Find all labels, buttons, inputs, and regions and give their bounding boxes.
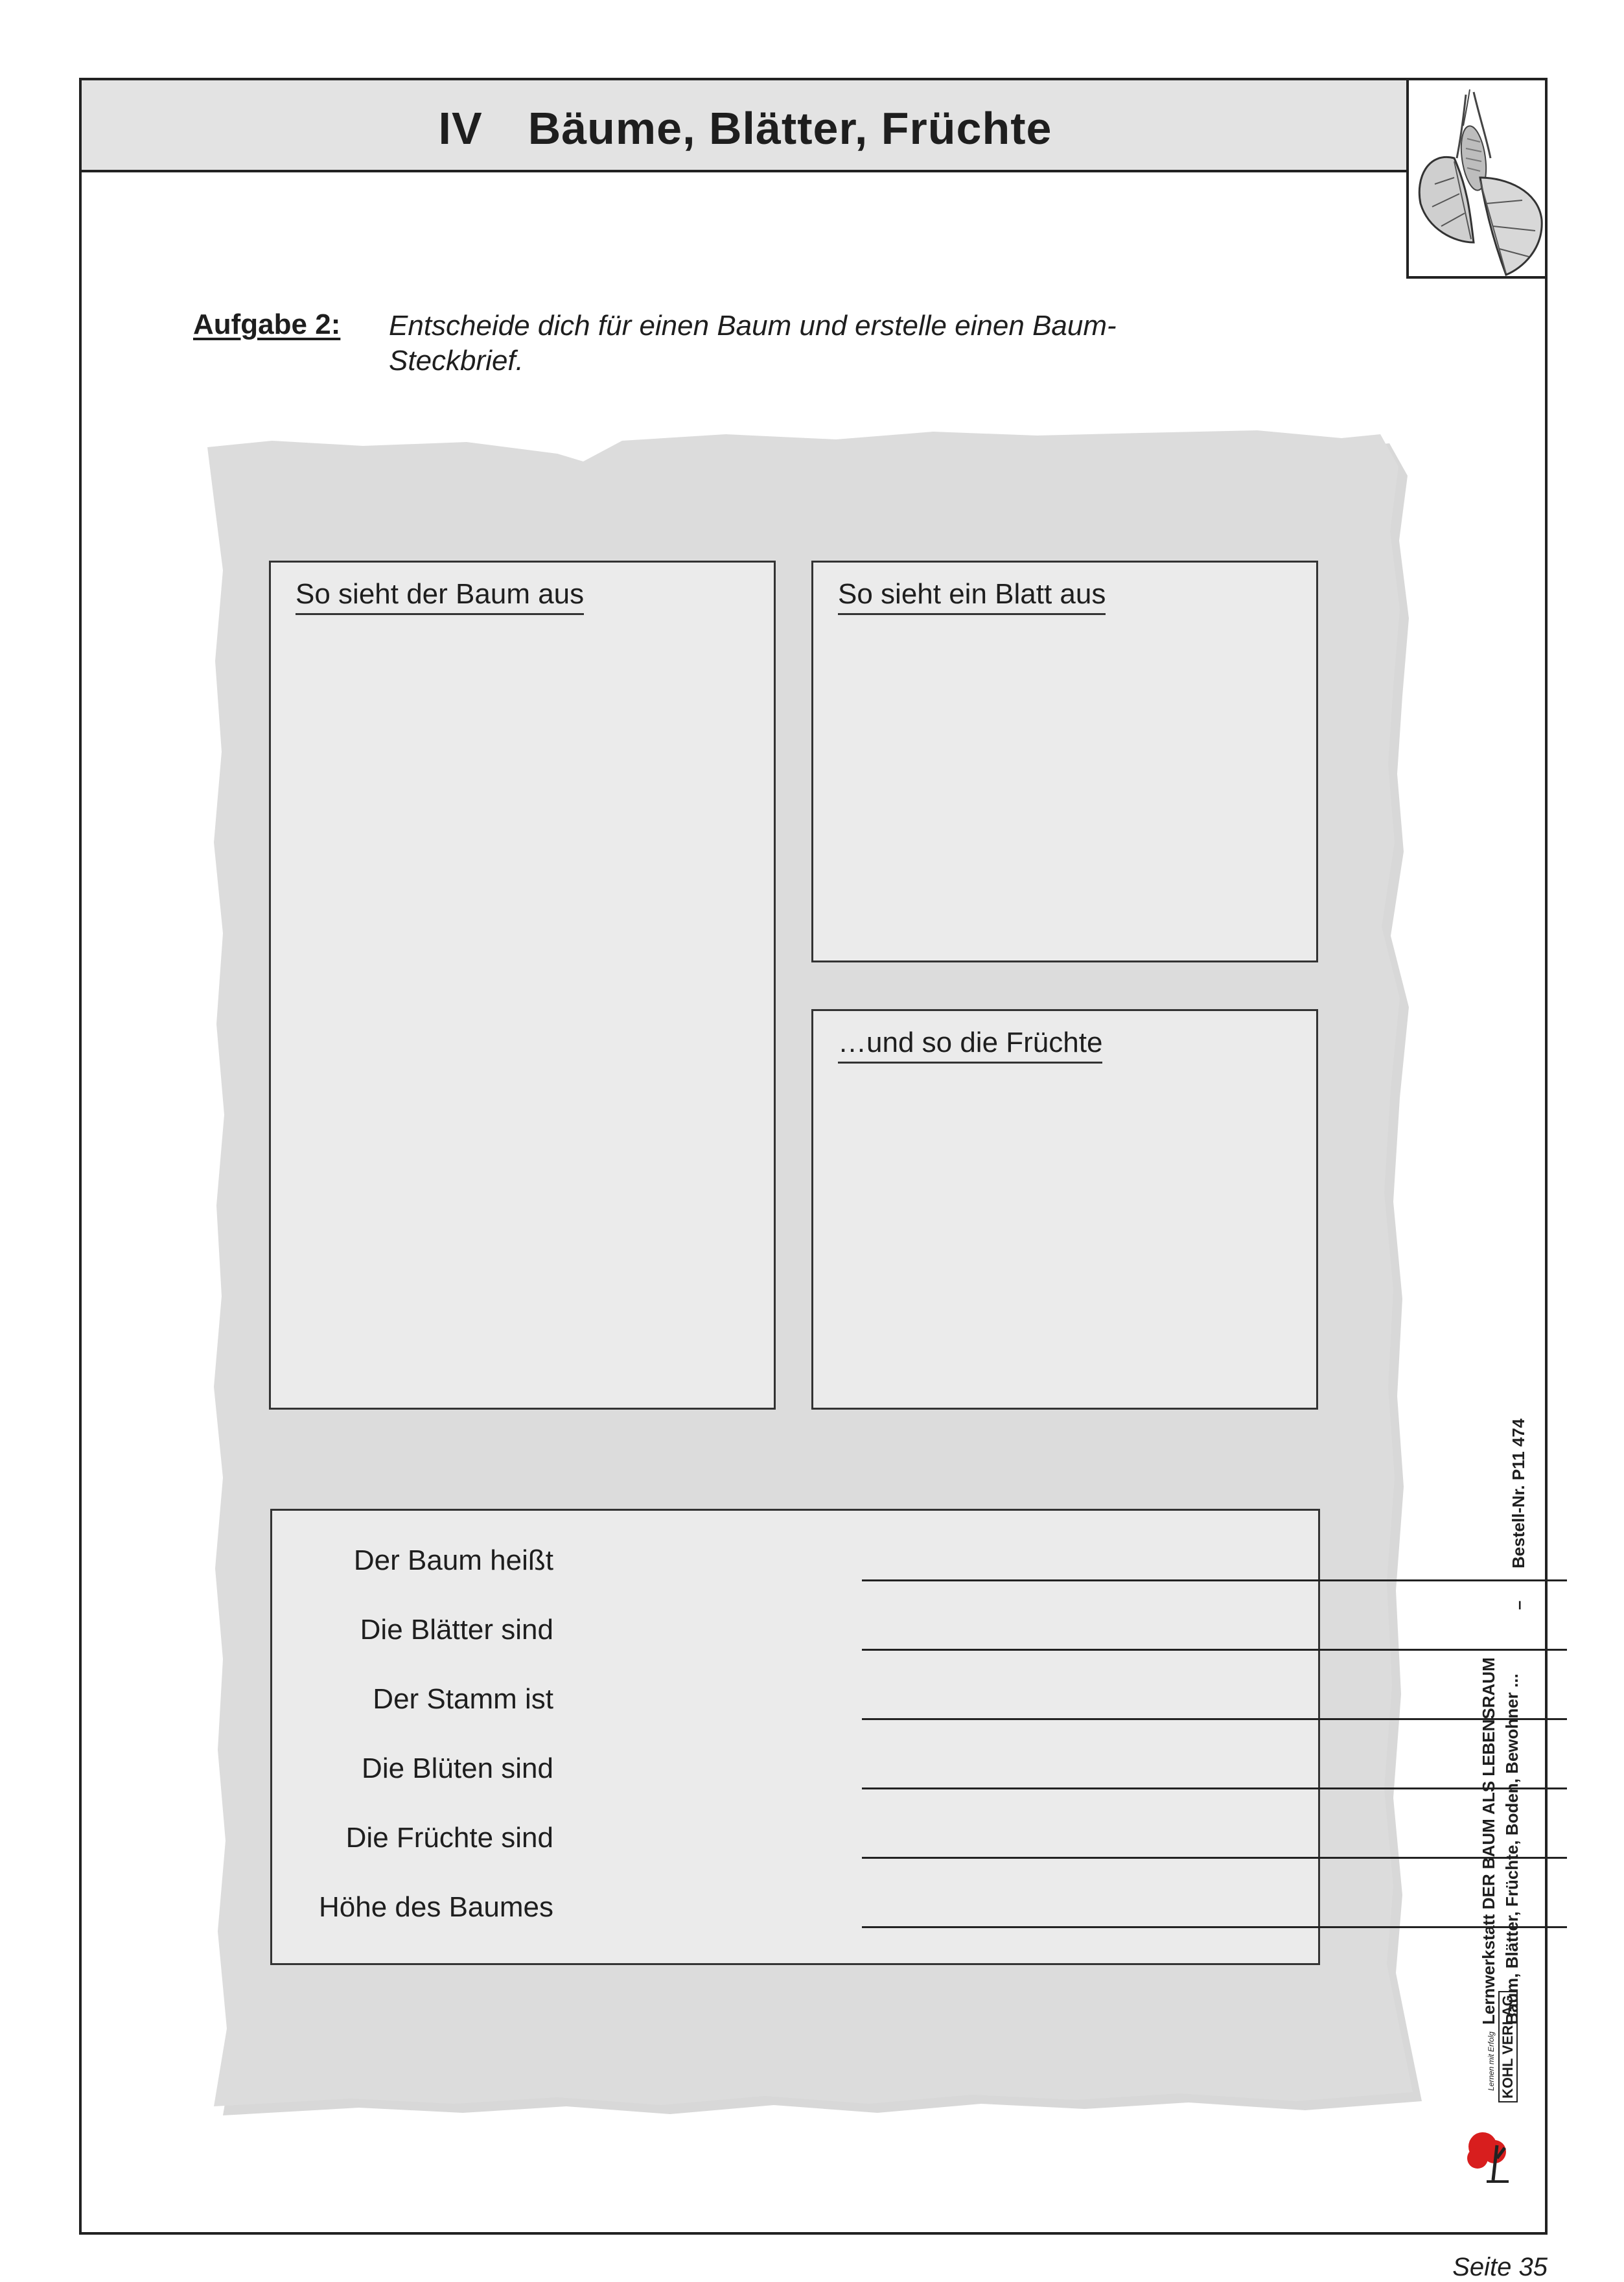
form-row-label: Der Baum heißt — [353, 1544, 553, 1576]
publisher-logo — [1458, 1995, 1523, 2188]
sidebar-dash: – — [1509, 1600, 1528, 1610]
fruit-drawing-box[interactable] — [811, 1009, 1318, 1410]
chapter-title — [82, 102, 1409, 154]
form-row-label: Höhe des Baumes — [319, 1891, 553, 1923]
task-label: Aufgabe 2: — [193, 309, 341, 340]
form-row-label: Die Blätter sind — [360, 1614, 553, 1646]
publication-subtitle: Baum, Blätter, Früchte, Boden, Bewohner ... — [1502, 1673, 1522, 2025]
form-fill-line[interactable] — [862, 1579, 1567, 1581]
form-fill-line[interactable] — [862, 1926, 1567, 1928]
publisher-name: KOHL VERLAG — [1498, 1991, 1518, 2102]
chapter-header — [79, 78, 1411, 172]
form-fill-line[interactable] — [862, 1718, 1567, 1720]
form-fill-line[interactable] — [862, 1787, 1567, 1789]
fruit-drawing-title: …und so die Früchte — [838, 1027, 1102, 1064]
birch-leaf-illustration-box — [1406, 78, 1548, 279]
form-row-label: Die Blüten sind — [362, 1752, 553, 1784]
form-row-label: Der Stamm ist — [373, 1683, 553, 1715]
birch-leaf-icon — [1409, 80, 1545, 276]
task-instruction: Entscheide dich für einen Baum und erstelle einen Baum-Steckbrief. — [389, 310, 1117, 377]
torn-paper-background — [194, 428, 1426, 2126]
publisher-slogan: Lernen mit Erfolg — [1487, 2031, 1496, 2091]
tree-logo-icon — [1463, 2126, 1515, 2184]
chapter-title-text: Bäume, Blätter, Früchte — [528, 103, 1052, 154]
order-number: Bestell-Nr. P11 474 — [1509, 1418, 1528, 1568]
chapter-roman-numeral: IV — [438, 103, 483, 154]
leaf-drawing-box[interactable] — [811, 561, 1318, 962]
form-fill-line[interactable] — [862, 1857, 1567, 1859]
tree-profile-form — [270, 1509, 1320, 1965]
tree-drawing-box[interactable] — [269, 561, 776, 1410]
publication-title: Lernwerkstatt DER BAUM ALS LEBENSRAUM — [1479, 1657, 1498, 2025]
tree-drawing-title: So sieht der Baum aus — [296, 578, 584, 615]
leaf-drawing-title: So sieht ein Blatt aus — [838, 578, 1106, 615]
form-fill-line[interactable] — [862, 1649, 1567, 1651]
form-row-label: Die Früchte sind — [345, 1822, 553, 1854]
page-number: Seite 35 — [1452, 2253, 1548, 2281]
